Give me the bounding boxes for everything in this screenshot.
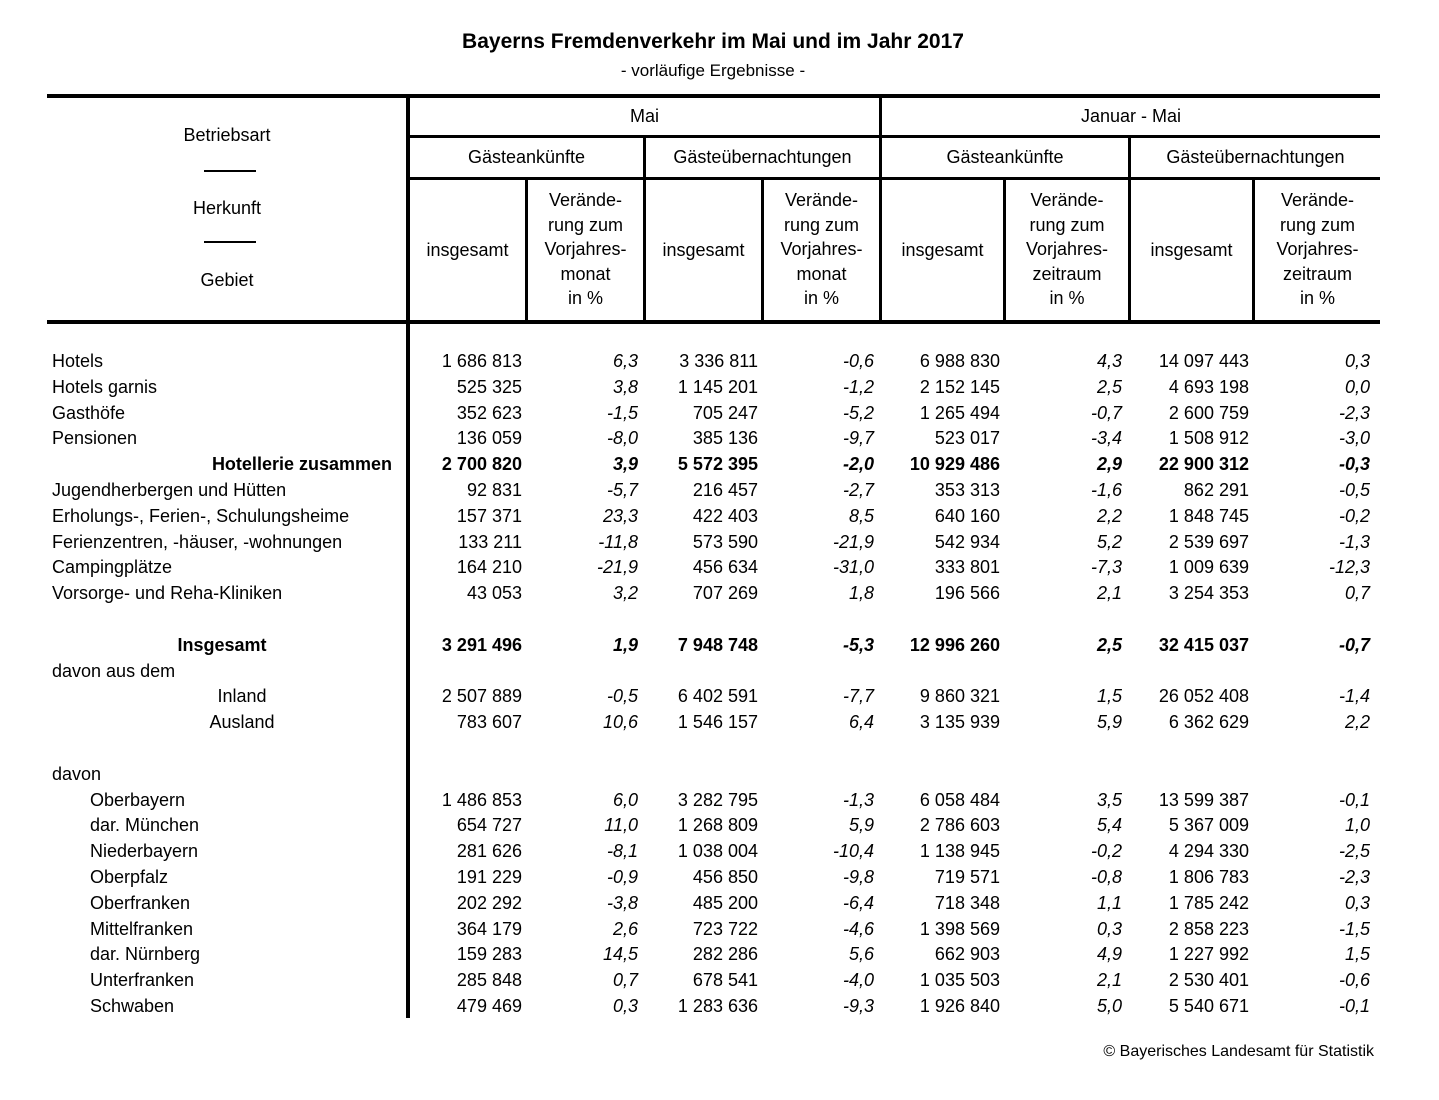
row-label: Hotellerie zusammen xyxy=(211,454,392,475)
row-label: Campingplätze xyxy=(52,557,173,578)
row-label: Schwaben xyxy=(90,996,175,1016)
change-percent-cell: -9,3 xyxy=(842,996,874,1016)
total-value-cell: 723 722 xyxy=(692,918,758,939)
change-percent-cell: 5,4 xyxy=(1096,815,1122,836)
total-value-cell: 456 634 xyxy=(692,557,758,578)
total-value-cell: 422 403 xyxy=(692,505,758,526)
row-label: Unterfranken xyxy=(90,970,195,991)
change-percent-cell: -0,7 xyxy=(1338,634,1370,655)
change-percent-cell: 0,3 xyxy=(1344,892,1370,913)
row-label: dar. München xyxy=(90,815,200,836)
change-percent-cell: -21,9 xyxy=(832,531,874,552)
total-value-cell: 6 058 484 xyxy=(919,789,1000,810)
period-rule xyxy=(410,135,1380,138)
change-percent-cell: 2,1 xyxy=(1096,583,1122,604)
row-label: Hotels xyxy=(52,351,104,371)
change-percent-cell: -3,0 xyxy=(1338,428,1370,449)
change-percent-cell: 1,9 xyxy=(612,634,638,655)
total-value-cell: 6 988 830 xyxy=(919,351,1000,371)
change-percent-cell: -0,6 xyxy=(1338,970,1370,991)
change-percent-cell: 11,0 xyxy=(604,815,638,836)
group-rule xyxy=(410,177,1380,180)
total-value-cell: 5 367 009 xyxy=(1168,815,1249,836)
group-header-uebernachtungen-mai: Gästeübernachtungen xyxy=(673,147,852,167)
total-value-cell: 216 457 xyxy=(692,480,758,500)
row-label: Ausland xyxy=(209,712,275,733)
total-value-cell: 2 700 820 xyxy=(441,454,522,475)
change-percent-cell: 6,0 xyxy=(612,789,638,810)
total-value-cell: 1 546 157 xyxy=(677,712,758,733)
stub-header-betriebsart: Betriebsart xyxy=(183,125,271,145)
row-label: Jugendherbergen und Hütten xyxy=(52,480,287,500)
row-label: dar. Nürnberg xyxy=(90,944,201,965)
change-percent-cell: 5,2 xyxy=(1096,531,1122,552)
total-value-cell: 1 926 840 xyxy=(919,996,1000,1016)
total-value-cell: 3 282 795 xyxy=(677,789,758,810)
change-percent-cell: 14,5 xyxy=(602,944,638,965)
total-value-cell: 783 607 xyxy=(456,712,522,733)
total-value-cell: 525 325 xyxy=(456,376,522,397)
change-percent-cell: -10,4 xyxy=(832,841,874,862)
total-value-cell: 333 801 xyxy=(934,557,1000,578)
total-value-cell: 14 097 443 xyxy=(1158,351,1249,371)
total-value-cell: 281 626 xyxy=(456,841,522,862)
change-percent-cell: 5,9 xyxy=(1096,712,1122,733)
total-value-cell: 1 486 853 xyxy=(441,789,522,810)
total-value-cell: 133 211 xyxy=(458,531,522,552)
change-percent-cell: 2,5 xyxy=(1096,376,1122,397)
change-percent-cell: -11,8 xyxy=(598,531,638,552)
total-value-cell: 12 996 260 xyxy=(909,634,1000,655)
total-value-cell: 159 283 xyxy=(456,944,522,965)
col-header-veraenderung: Verände- rung zum Vorjahres- monat in % xyxy=(780,190,863,308)
row-label: Oberfranken xyxy=(90,892,191,913)
total-value-cell: 1 283 636 xyxy=(677,996,758,1016)
change-percent-cell: 0,3 xyxy=(612,996,638,1016)
col-header-veraenderung: Verände- rung zum Vorjahres- monat in % xyxy=(544,190,627,308)
change-percent-cell: -0,5 xyxy=(1338,480,1370,500)
total-value-cell: 1 848 745 xyxy=(1168,505,1249,526)
stub-header-herkunft: Herkunft xyxy=(192,198,262,218)
total-value-cell: 92 831 xyxy=(466,480,522,500)
change-percent-cell: -0,2 xyxy=(1090,841,1122,862)
col-header-insgesamt: insgesamt xyxy=(662,240,745,260)
change-percent-cell: -2,3 xyxy=(1338,867,1370,887)
row-label: Oberpfalz xyxy=(90,867,169,887)
total-value-cell: 43 053 xyxy=(466,583,522,604)
total-value-cell: 2 786 603 xyxy=(919,815,1000,836)
table-top-rule xyxy=(47,94,1380,98)
row-label: Insgesamt xyxy=(177,634,267,655)
change-percent-cell: -2,0 xyxy=(842,454,874,475)
total-value-cell: 707 269 xyxy=(692,583,758,604)
row-label: Gasthöfe xyxy=(52,402,126,423)
change-percent-cell: 3,5 xyxy=(1096,789,1122,810)
total-value-cell: 719 571 xyxy=(934,867,1000,887)
total-value-cell: 3 291 496 xyxy=(441,634,522,655)
total-value-cell: 10 929 486 xyxy=(909,454,1000,475)
change-percent-cell: 2,1 xyxy=(1096,970,1122,991)
total-value-cell: 1 009 639 xyxy=(1168,557,1249,578)
total-value-cell: 1 686 813 xyxy=(441,351,522,371)
change-percent-cell: 0,3 xyxy=(1096,918,1122,939)
col-header-veraenderung: Verände- rung zum Vorjahres- zeitraum in % xyxy=(1276,190,1359,308)
change-percent-cell: 5,6 xyxy=(848,944,874,965)
change-percent-cell: 1,5 xyxy=(1096,686,1122,707)
total-value-cell: 5 540 671 xyxy=(1168,996,1249,1016)
change-percent-cell: -0,6 xyxy=(842,351,874,371)
change-percent-cell: 3,8 xyxy=(612,376,638,397)
change-percent-cell: -7,7 xyxy=(842,686,874,707)
col-header-veraenderung: Verände- rung zum Vorjahres- zeitraum in % xyxy=(1025,190,1109,308)
row-label: Inland xyxy=(217,686,267,707)
change-percent-cell: -21,9 xyxy=(596,557,638,578)
change-percent-cell: -9,7 xyxy=(842,428,874,449)
stub-separator xyxy=(204,241,256,243)
change-percent-cell: 0,3 xyxy=(1344,351,1370,371)
change-percent-cell: -9,8 xyxy=(842,867,874,887)
total-value-cell: 352 623 xyxy=(456,402,522,423)
row-label: Ferienzentren, -häuser, -wohnungen xyxy=(52,531,343,552)
total-value-cell: 22 900 312 xyxy=(1158,454,1249,475)
total-value-cell: 3 254 353 xyxy=(1168,583,1249,604)
change-percent-cell: -8,1 xyxy=(606,841,638,862)
stub-separator xyxy=(204,170,256,172)
change-percent-cell: 1,1 xyxy=(1096,892,1122,913)
total-value-cell: 1 806 783 xyxy=(1168,867,1249,887)
change-percent-cell: -1,6 xyxy=(1090,480,1122,500)
total-value-cell: 678 541 xyxy=(692,970,758,991)
change-percent-cell: 1,0 xyxy=(1344,815,1370,836)
total-value-cell: 542 934 xyxy=(934,531,1000,552)
group-header-ankuenfte-jan-mai: Gästeankünfte xyxy=(946,147,1064,167)
total-value-cell: 1 398 569 xyxy=(919,918,1000,939)
total-value-cell: 7 948 748 xyxy=(677,634,758,655)
total-value-cell: 456 850 xyxy=(692,867,758,887)
change-percent-cell: 2,9 xyxy=(1096,454,1122,475)
change-percent-cell: 2,6 xyxy=(612,918,638,939)
total-value-cell: 191 229 xyxy=(456,867,522,887)
change-percent-cell: 5,0 xyxy=(1096,996,1122,1016)
change-percent-cell: -0,1 xyxy=(1338,996,1370,1016)
change-percent-cell: 3,2 xyxy=(612,583,638,604)
total-value-cell: 2 858 223 xyxy=(1168,918,1249,939)
change-percent-cell: -3,8 xyxy=(606,892,638,913)
col-header-insgesamt: insgesamt xyxy=(901,240,984,260)
change-percent-cell: -12,3 xyxy=(1328,557,1370,578)
total-value-cell: 13 599 387 xyxy=(1158,789,1249,810)
change-percent-cell: -4,6 xyxy=(842,918,874,939)
row-label: Mittelfranken xyxy=(90,918,194,939)
total-value-cell: 26 052 408 xyxy=(1158,686,1249,707)
total-value-cell: 196 566 xyxy=(934,583,1000,604)
change-percent-cell: -8,0 xyxy=(606,428,638,449)
change-percent-cell: -1,3 xyxy=(1338,531,1370,552)
change-percent-cell: 1,5 xyxy=(1344,944,1370,965)
change-percent-cell: 0,0 xyxy=(1344,376,1370,397)
change-percent-cell: -5,3 xyxy=(842,634,874,655)
change-percent-cell: -31,0 xyxy=(832,557,874,578)
group-header-uebernachtungen-jan-mai: Gästeübernachtungen xyxy=(1166,147,1345,167)
header-bottom-rule xyxy=(47,320,1380,324)
period-header-mai: Mai xyxy=(629,106,659,126)
total-value-cell: 5 572 395 xyxy=(677,454,758,475)
change-percent-cell: 3,9 xyxy=(612,454,638,475)
change-percent-cell: 4,9 xyxy=(1096,944,1122,965)
total-value-cell: 3 336 811 xyxy=(679,351,758,371)
total-value-cell: 2 152 145 xyxy=(919,376,1000,397)
total-value-cell: 523 017 xyxy=(934,428,1000,449)
change-percent-cell: -2,5 xyxy=(1338,841,1370,862)
change-percent-cell: -5,7 xyxy=(606,480,638,500)
period-divider xyxy=(879,98,882,324)
change-percent-cell: 2,2 xyxy=(1096,505,1122,526)
total-value-cell: 136 059 xyxy=(456,428,522,449)
total-value-cell: 1 227 992 xyxy=(1168,944,1249,965)
row-label: Pensionen xyxy=(52,428,138,449)
change-percent-cell: -1,4 xyxy=(1338,686,1370,707)
change-percent-cell: -1,5 xyxy=(1338,918,1370,939)
change-percent-cell: -3,4 xyxy=(1090,428,1122,449)
change-percent-cell: 5,9 xyxy=(848,815,874,836)
total-value-cell: 862 291 xyxy=(1183,480,1249,500)
row-label: Niederbayern xyxy=(90,841,199,862)
total-value-cell: 285 848 xyxy=(456,970,522,991)
change-percent-cell: -0,1 xyxy=(1338,789,1370,810)
row-label: davon xyxy=(52,763,102,784)
total-value-cell: 479 469 xyxy=(456,996,522,1016)
change-percent-cell: -0,9 xyxy=(606,867,638,887)
col-header-insgesamt: insgesamt xyxy=(426,240,509,260)
page-subtitle: - vorläufige Ergebnisse - xyxy=(620,61,806,80)
change-percent-cell: -6,4 xyxy=(842,892,874,913)
row-label: Vorsorge- und Reha-Kliniken xyxy=(52,583,283,604)
total-value-cell: 4 693 198 xyxy=(1168,376,1249,397)
change-percent-cell: 1,8 xyxy=(848,583,874,604)
col-header-insgesamt: insgesamt xyxy=(1150,240,1233,260)
change-percent-cell: -5,2 xyxy=(842,402,874,423)
total-value-cell: 32 415 037 xyxy=(1158,634,1249,655)
total-value-cell: 1 038 004 xyxy=(677,841,758,862)
total-value-cell: 1 138 945 xyxy=(919,841,1000,862)
copyright-footer: © Bayerisches Landesamt für Statistik xyxy=(1103,1043,1374,1060)
total-value-cell: 1 268 809 xyxy=(677,815,758,836)
total-value-cell: 164 210 xyxy=(456,557,522,578)
row-label: Hotels garnis xyxy=(52,376,158,397)
change-percent-cell: 23,3 xyxy=(602,505,638,526)
change-percent-cell: 6,3 xyxy=(612,351,638,371)
change-percent-cell: -7,3 xyxy=(1090,557,1122,578)
total-value-cell: 2 539 697 xyxy=(1168,531,1249,552)
stub-header-gebiet: Gebiet xyxy=(200,270,254,290)
group-header-ankuenfte-mai: Gästeankünfte xyxy=(467,147,586,167)
total-value-cell: 1 508 912 xyxy=(1168,428,1249,449)
total-value-cell: 1 265 494 xyxy=(919,402,1000,423)
total-value-cell: 2 507 889 xyxy=(441,686,522,707)
total-value-cell: 1 785 242 xyxy=(1168,892,1249,913)
total-value-cell: 6 402 591 xyxy=(677,686,758,707)
row-label: davon aus dem xyxy=(52,660,176,681)
total-value-cell: 2 600 759 xyxy=(1168,402,1249,423)
change-percent-cell: 4,3 xyxy=(1096,351,1122,371)
total-value-cell: 1 035 503 xyxy=(919,970,1000,991)
total-value-cell: 640 160 xyxy=(934,505,1000,526)
total-value-cell: 705 247 xyxy=(692,402,758,423)
total-value-cell: 385 136 xyxy=(692,428,758,449)
change-percent-cell: -1,5 xyxy=(606,402,638,423)
change-percent-cell: 0,7 xyxy=(612,970,638,991)
change-percent-cell: 0,7 xyxy=(1344,583,1370,604)
total-value-cell: 654 727 xyxy=(456,815,522,836)
change-percent-cell: 10,6 xyxy=(602,712,638,733)
total-value-cell: 573 590 xyxy=(692,531,758,552)
total-value-cell: 485 200 xyxy=(692,892,758,913)
row-label: Oberbayern xyxy=(90,789,186,810)
total-value-cell: 2 530 401 xyxy=(1168,970,1249,991)
change-percent-cell: 6,4 xyxy=(848,712,874,733)
total-value-cell: 1 145 201 xyxy=(677,376,758,397)
change-percent-cell: 2,5 xyxy=(1096,634,1122,655)
total-value-cell: 282 286 xyxy=(692,944,758,965)
change-percent-cell: -1,2 xyxy=(842,376,874,397)
change-percent-cell: -4,0 xyxy=(842,970,874,991)
change-percent-cell: -0,3 xyxy=(1338,454,1370,475)
change-percent-cell: 8,5 xyxy=(848,505,874,526)
total-value-cell: 4 294 330 xyxy=(1168,841,1249,862)
total-value-cell: 364 179 xyxy=(456,918,522,939)
change-percent-cell: -0,5 xyxy=(606,686,638,707)
total-value-cell: 3 135 939 xyxy=(919,712,1000,733)
total-value-cell: 662 903 xyxy=(934,944,1000,965)
page-title: Bayerns Fremdenverkehr im Mai und im Jahr 2017 xyxy=(462,30,964,53)
total-value-cell: 157 371 xyxy=(456,505,522,526)
total-value-cell: 718 348 xyxy=(934,892,1000,913)
total-value-cell: 6 362 629 xyxy=(1168,712,1249,733)
change-percent-cell: -0,2 xyxy=(1338,505,1370,526)
total-value-cell: 353 313 xyxy=(934,480,1000,500)
row-label: Erholungs-, Ferien-, Schulungsheime xyxy=(52,505,350,526)
change-percent-cell: -0,7 xyxy=(1090,402,1122,423)
change-percent-cell: -2,7 xyxy=(842,480,874,500)
total-value-cell: 9 860 321 xyxy=(919,686,1000,707)
change-percent-cell: 2,2 xyxy=(1344,712,1370,733)
period-header-januar-mai: Januar - Mai xyxy=(1080,106,1182,126)
change-percent-cell: -0,8 xyxy=(1090,867,1122,887)
total-value-cell: 202 292 xyxy=(456,892,522,913)
change-percent-cell: -2,3 xyxy=(1338,402,1370,423)
change-percent-cell: -1,3 xyxy=(842,789,874,810)
